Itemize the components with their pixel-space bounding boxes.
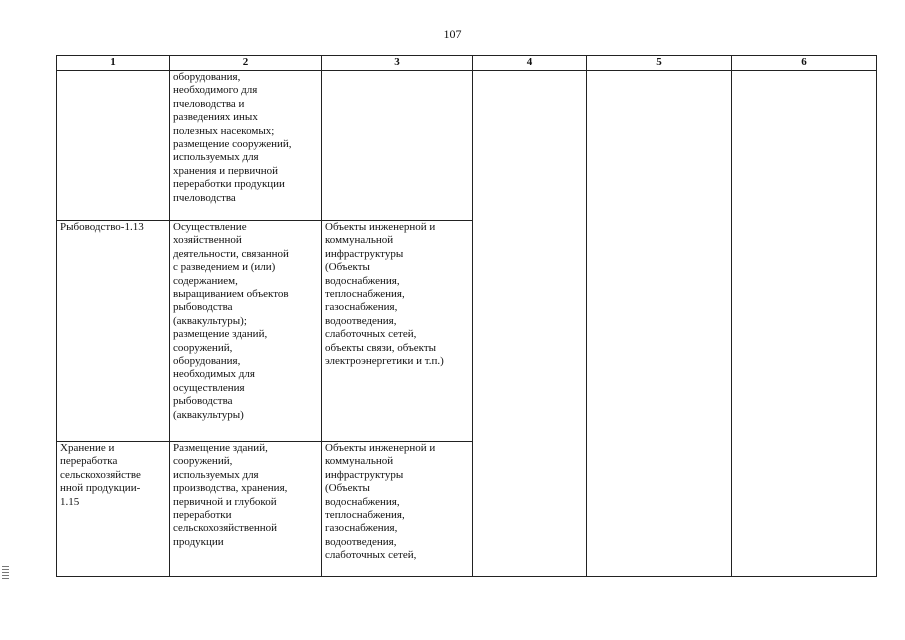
header-row xyxy=(57,56,877,71)
cell-row1-col3 xyxy=(322,71,473,221)
cell-row2-col3: Объекты инженерной и коммунальной инфраструктуры (Объекты водоснабжения, теплоснабжения, газоснабжения, водоотведения, слаботочных сетей, объекты связи, объекты электроэнергетики и т.п.) xyxy=(322,221,473,442)
cell-row1-col2: оборудования, необходимого для пчеловодства и разведениях иных полезных насекомых; размещение сооружений, используемых для хранения и первичной переработки продукции пчеловодства xyxy=(170,71,322,221)
header-col-5: 5 xyxy=(587,56,732,71)
header-col-3: 3 xyxy=(322,56,473,71)
cell-row2-col2: Осуществление хозяйственной деятельности, связанной с разведением и (или) содержанием, выращиванием объектов рыбоводства (аквакультуры); размещение зданий, сооружений, оборудования, необходимых для осуществления рыбоводства (аквакультуры) xyxy=(170,221,322,442)
cell-col4-merged xyxy=(473,71,587,577)
margin-scan-mark xyxy=(2,566,9,580)
header-col-6: 6 xyxy=(732,56,877,71)
document-table xyxy=(56,55,877,577)
table-row xyxy=(57,71,877,221)
cell-row3-col2: Размещение зданий, сооружений, используемых для производства, хранения, первичной и глубокой переработки сельскохозяйственной продукции xyxy=(170,442,322,577)
cell-row1-col1 xyxy=(57,71,170,221)
header-col-1: 1 xyxy=(57,56,170,71)
header-col-4: 4 xyxy=(473,56,587,71)
cell-row3-col3: Объекты инженерной и коммунальной инфраструктуры (Объекты водоснабжения, теплоснабжения, газоснабжения, водоотведения, слаботочных сетей, xyxy=(322,442,473,577)
cell-col5-merged xyxy=(587,71,732,577)
page-number: 107 xyxy=(443,27,462,41)
cell-col6-merged xyxy=(732,71,877,577)
header-col-2: 2 xyxy=(170,56,322,71)
cell-row2-col1: Рыбоводство-1.13 xyxy=(57,221,170,442)
cell-row3-col1: Хранение и переработка сельскохозяйстве нной продукции- 1.15 xyxy=(57,442,170,577)
